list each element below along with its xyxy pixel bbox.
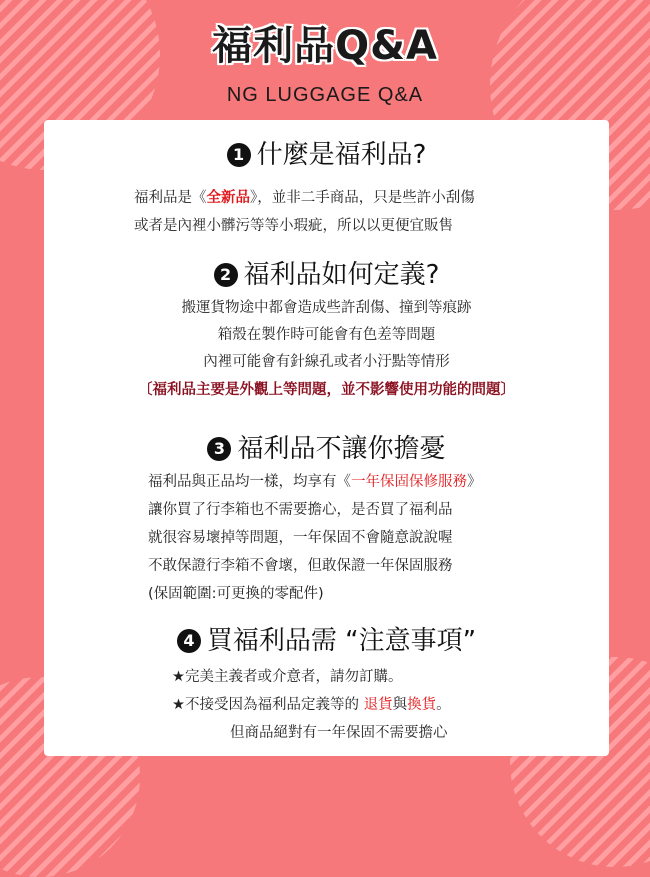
section-2-line-2: 箱殼在製作時可能會有色差等問題	[217, 327, 436, 343]
highlight-warranty: 一年保固保修服務	[351, 474, 467, 490]
section-3-heading	[44, 428, 609, 465]
number-badge-icon: 1	[227, 143, 251, 167]
section-2-line-3: 內裡可能會有針線孔或者小汙點等情形	[203, 354, 450, 370]
highlight-return: 退貨	[363, 697, 393, 713]
section-3-line-4: 不敢保證行李箱不會壞，但敢保證一年保固服務	[148, 558, 453, 574]
section-2-emphasis: 〔福利品主要是外觀上等問題，並不影響使用功能的問題〕	[138, 382, 515, 398]
page-subtitle: NG LUGGAGE Q&A	[226, 84, 424, 106]
section-1-title: 什麼是福利品?	[256, 140, 427, 170]
section-3-line-5: (保固範圍:可更換的零配件)	[148, 586, 324, 602]
section-2-title: 福利品如何定義?	[243, 260, 440, 290]
qa-card	[44, 120, 609, 756]
section-1-line-2: 或者是內裡小髒污等等小瑕疵，所以以更便宜販售	[134, 218, 453, 234]
section-1-heading	[44, 134, 609, 171]
number-badge-icon: 3	[207, 437, 231, 461]
highlight-exchange: 換貨	[407, 697, 437, 713]
page-title: 福利品Q&A	[212, 23, 438, 69]
section-3-title: 福利品不讓你擔憂	[237, 434, 446, 464]
section-4-line-1: ★完美主義者或介意者，請勿訂購。	[172, 669, 403, 685]
section-4-heading	[44, 620, 609, 657]
section-4-title: 買福利品需 “注意事項”	[206, 626, 477, 656]
highlight-new-product: 全新品	[206, 190, 250, 206]
section-2-heading	[44, 254, 609, 291]
section-3-line-1: 福利品與正品均一樣，均享有《一年保固保修服務》	[148, 474, 482, 490]
number-badge-icon: 4	[177, 629, 201, 653]
section-4-line-2: ★不接受因為福利品定義等的 退貨與換貨。	[172, 697, 451, 713]
section-3-line-2: 讓你買了行李箱也不需要擔心，是否買了福利品	[148, 502, 453, 518]
section-2-line-1: 搬運貨物途中都會造成些許刮傷、撞到等痕跡	[181, 300, 472, 316]
number-badge-icon: 2	[214, 263, 238, 287]
section-1-line-1: 福利品是《全新品》，並非二手商品，只是些許小刮傷	[134, 190, 475, 206]
section-3-line-3: 就很容易壞掉等問題，一年保固不會隨意說說喔	[148, 530, 453, 546]
header	[0, 14, 650, 71]
section-4-line-3: 但商品絕對有一年保固不需要擔心	[230, 725, 448, 741]
